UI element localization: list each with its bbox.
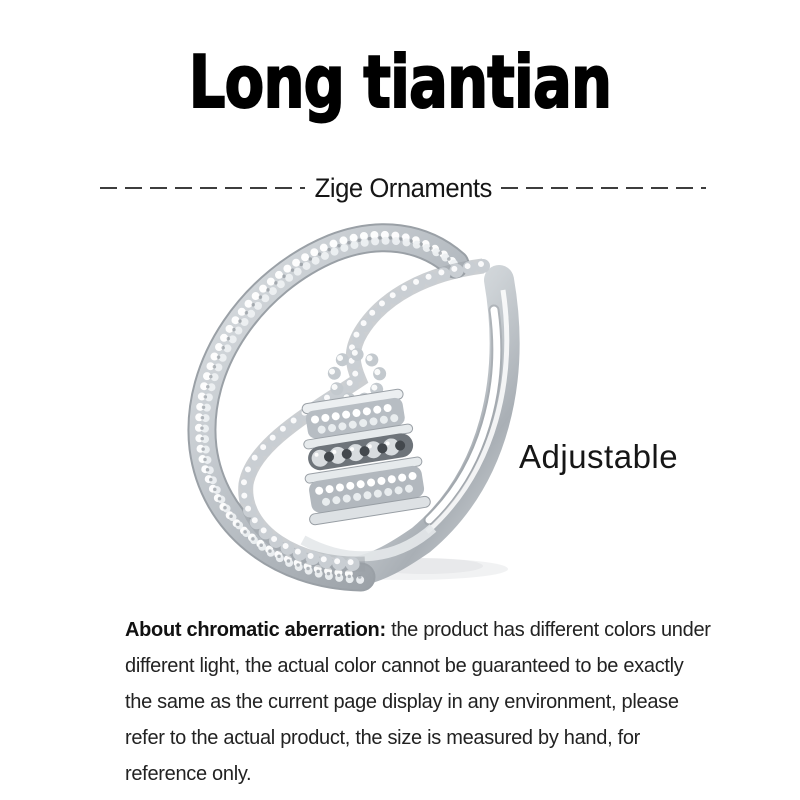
disclaimer-line-1 — [125, 612, 745, 648]
disclaimer-line-1-rest: the product has different colors under — [385, 619, 711, 641]
disclaimer-line-3: the same as the current page display in any environment, please — [125, 691, 679, 713]
disclaimer-lead: About chromatic aberration: — [125, 619, 386, 641]
brand-divider — [100, 172, 706, 204]
ring-photo — [183, 228, 533, 580]
page-title: Long tiantian — [188, 40, 612, 124]
disclaimer-line-5: reference only. — [125, 763, 252, 785]
divider-dash-right — [501, 187, 706, 189]
brand-name: Zige Ornaments — [314, 172, 492, 203]
disclaimer-text — [125, 612, 745, 792]
divider-dash-left — [100, 187, 305, 189]
disclaimer-line-4: refer to the actual product, the size is measured by hand, for — [125, 727, 641, 749]
disclaimer-line-2: different light, the actual color cannot be guaranteed to be exactly — [125, 655, 684, 677]
feature-label: Adjustable — [519, 438, 679, 475]
